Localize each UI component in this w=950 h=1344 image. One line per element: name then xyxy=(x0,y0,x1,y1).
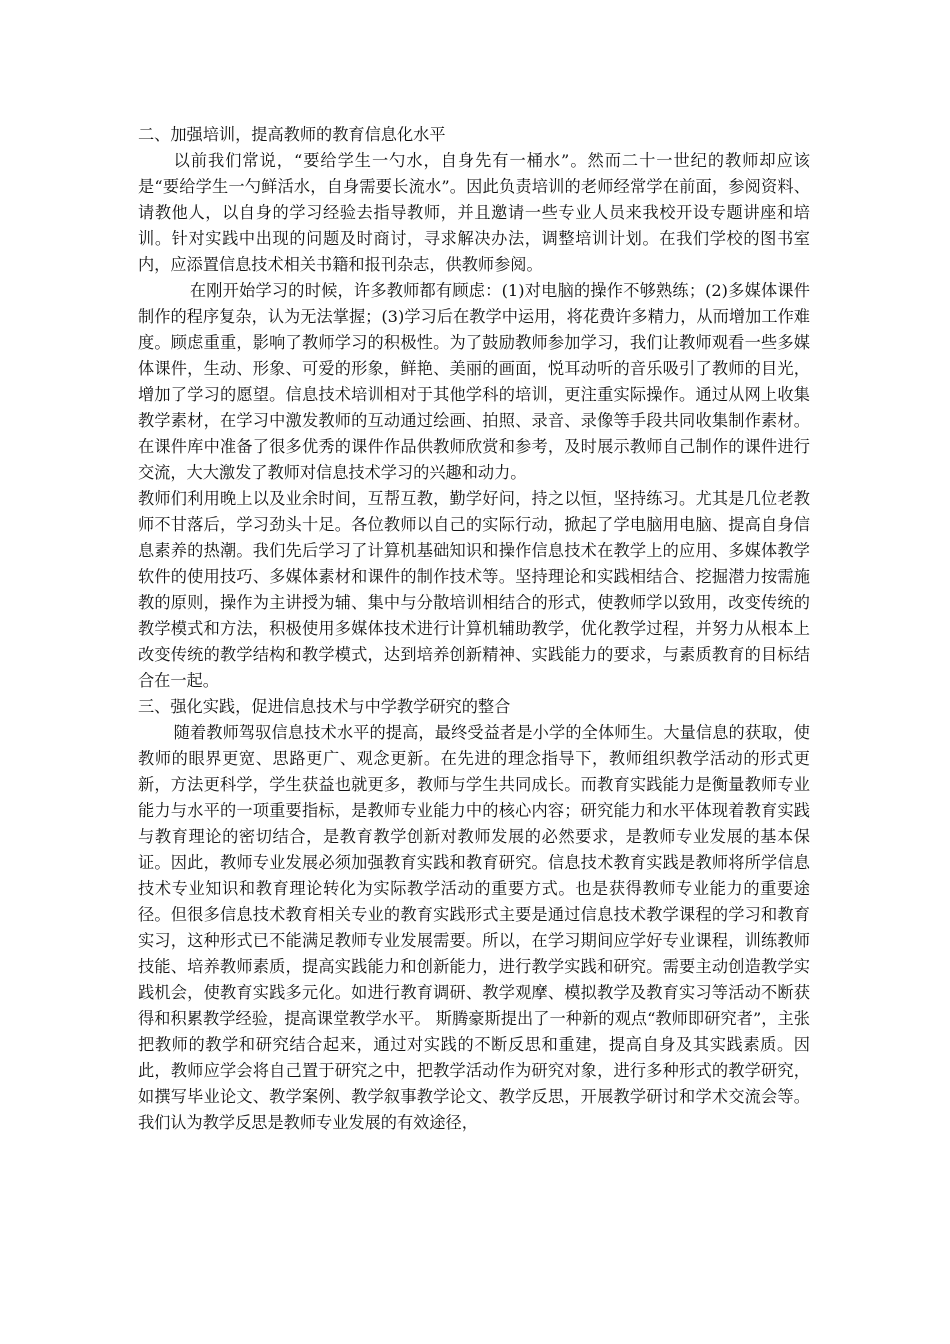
section-3-paragraph-1: 随着教师驾驭信息技术水平的提高，最终受益者是小学的全体师生。大量信息的获取，使教师的眼界更宽、思路更广、观念更新。在先进的理念指导下，教师组织教学活动的形式更新，方法更科学，学生获益也就更多，教师与学生共同成长。而教育实践能力是衡量教师专业能力与水平的一项重要指标，是教师专业能力中的核心内容；研究能力和水平体现着教育实践与教育理论的密切结合，是教育教学创新对教师发展的必然要求，是教师专业发展的基本保证。因此，教师专业发展必须加强教育实践和教育研究。信息技术教育实践是教师将所学信息技术专业知识和教育理论转化为实际教学活动的重要方式。也是获得教师专业能力的重要途径。但很多信息技术教育相关专业的教育实践形式主要是通过信息技术教学课程的学习和教育实习，这种形式已不能满足教师专业发展需要。所以，在学习期间应学好专业课程，训练教师技能、培养教师素质，提高实践能力和创新能力，进行教学实践和研究。需要主动创造教学实践机会，使教育实践多元化。如进行教育调研、教学观摩、模拟教学及教育实习等活动不断获得和积累教学经验，提高课堂教学水平。 斯腾豪斯提出了一种新的观点“教师即研究者”，主张把教师的教学和研究结合起来，通过对实践的不断反思和重建，提高自身及其实践素质。因此，教师应学会将自己置于研究之中，把教学活动作为研究对象，进行多种形式的教学研究，如撰写毕业论文、教学案例、教学叙事教学论文、教学反思，开展教学研讨和学术交流会等。我们认为教学反思是教师专业发展的有效途径， xyxy=(138,723,810,1132)
section-2-heading: 二、加强培训，提高教师的教育信息化水平 xyxy=(138,125,446,144)
section-2-paragraph-1: 以前我们常说，“要给学生一勺水，自身先有一桶水”。然而二十一世纪的教师却应该是“要给学生一勺鲜活水，自身需要长流水”。因此负责培训的老师经常学在前面，参阅资料、请教他人，以自身的学习经验去指导教师，并且邀请一些专业人员来我校开设专题讲座和培训。针对实践中出现的问题及时商讨，寻求解决办法，调整培训计划。在我们学校的图书室内，应添置信息技术相关书籍和报刊杂志，供教师参阅。 xyxy=(138,151,810,274)
section-3-heading: 三、强化实践，促进信息技术与中学教学研究的整合 xyxy=(138,697,511,716)
document-page xyxy=(138,122,810,1136)
section-2-paragraph-2: 在刚开始学习的时候，许多教师都有顾虑：(1)对电脑的操作不够熟练；(2)多媒体课件制作的程序复杂，认为无法掌握；(3)学习后在教学中运用，将花费许多精力，从而增加工作难度。顾虑重重，影响了教师学习的积极性。为了鼓励教师参加学习，我们让教师观看一些多媒体课件，生动、形象、可爱的形象，鲜艳、美丽的画面，悦耳动听的音乐吸引了教师的目光，增加了学习的愿望。信息技术培训相对于其他学科的培训，更注重实际操作。通过从网上收集教学素材，在学习中激发教师的互动通过绘画、拍照、录音、录像等手段共同收集制作素材。在课件库中准备了很多优秀的课件作品供教师欣赏和参考，及时展示教师自己制作的课件进行交流，大大激发了教师对信息技术学习的兴趣和动力。 xyxy=(138,281,810,482)
section-2-paragraph-3: 教师们利用晚上以及业余时间，互帮互教，勤学好问，持之以恒，坚持练习。尤其是几位老教师不甘落后，学习劲头十足。各位教师以自己的实际行动，掀起了学电脑用电脑、提高自身信息素养的热潮。我们先后学习了计算机基础知识和操作信息技术在教学上的应用、多媒体教学软件的使用技巧、多媒体素材和课件的制作技术等。坚持理论和实践相结合、挖掘潜力按需施教的原则，操作为主讲授为辅、集中与分散培训相结合的形式，使教师学以致用，改变传统的教学模式和方法，积极使用多媒体技术进行计算机辅助教学，优化教学过程，并努力从根本上改变传统的教学结构和教学模式，达到培养创新精神、实践能力的要求，与素质教育的目标结合在一起。 xyxy=(138,489,810,690)
